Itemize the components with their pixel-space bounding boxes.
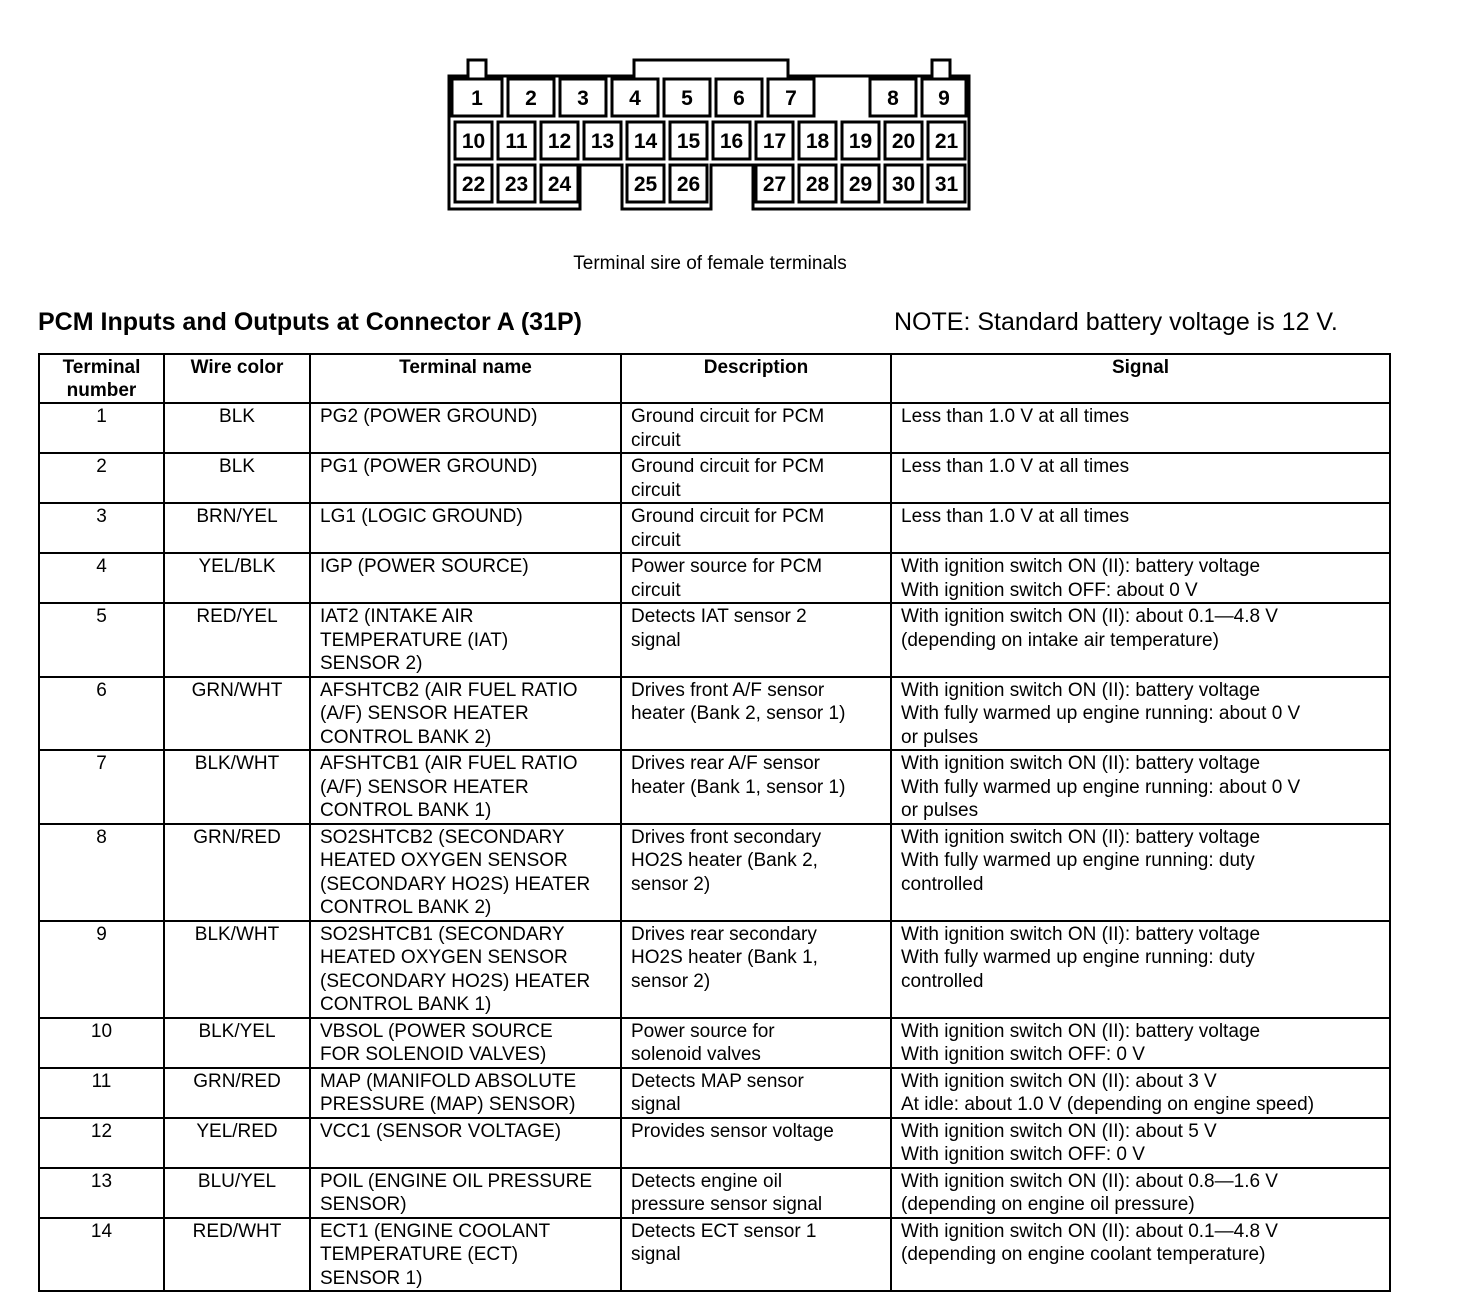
- description-cell: Ground circuit for PCM circuit: [621, 453, 891, 503]
- wire-color-cell: BLK/YEL: [164, 1018, 310, 1068]
- pin-number: 3: [577, 87, 589, 110]
- terminal-number-cell: 1: [39, 403, 164, 453]
- terminal-name-cell: AFSHTCB2 (AIR FUEL RATIO (A/F) SENSOR HEATER CONTROL BANK 2): [310, 677, 621, 751]
- pin-number: 13: [590, 130, 615, 153]
- pin-number: 9: [938, 87, 950, 110]
- terminal-name-cell: PG1 (POWER GROUND): [310, 453, 621, 503]
- terminal-name-cell: SO2SHTCB2 (SECONDARY HEATED OXYGEN SENSOR (SECONDARY HO2S) HEATER CONTROL BANK 2): [310, 824, 621, 921]
- signal-cell: With ignition switch ON (II): battery voltage With ignition switch OFF: about 0 V: [891, 553, 1390, 603]
- pin-number: 27: [762, 173, 787, 196]
- wire-color-cell: RED/YEL: [164, 603, 310, 677]
- pin-number: 21: [934, 130, 959, 153]
- signal-cell: With ignition switch ON (II): battery voltage With fully warmed up engine running: about 0 V or pulses: [891, 750, 1390, 824]
- table-row: [39, 1218, 1390, 1292]
- terminal-name-cell: POIL (ENGINE OIL PRESSURE SENSOR): [310, 1168, 621, 1218]
- terminal-name-cell: MAP (MANIFOLD ABSOLUTE PRESSURE (MAP) SENSOR): [310, 1068, 621, 1118]
- wire-color-cell: GRN/RED: [164, 1068, 310, 1118]
- terminal-number-cell: 12: [39, 1118, 164, 1168]
- pin-number: 26: [676, 173, 701, 196]
- table-row: [39, 603, 1390, 677]
- description-cell: Drives front secondary HO2S heater (Bank 2, sensor 2): [621, 824, 891, 921]
- wire-color-cell: GRN/WHT: [164, 677, 310, 751]
- terminal-name-cell: IAT2 (INTAKE AIR TEMPERATURE (IAT) SENSOR 2): [310, 603, 621, 677]
- wire-color-cell: BLK: [164, 453, 310, 503]
- pin-number: 16: [719, 130, 744, 153]
- pin-number: 10: [461, 130, 486, 153]
- pin-number: 19: [848, 130, 873, 153]
- terminal-name-cell: VCC1 (SENSOR VOLTAGE): [310, 1118, 621, 1168]
- terminal-number-cell: 10: [39, 1018, 164, 1068]
- description-cell: Provides sensor voltage: [621, 1118, 891, 1168]
- pin-number: 15: [676, 130, 701, 153]
- description-cell: Detects engine oil pressure sensor signal: [621, 1168, 891, 1218]
- wire-color-cell: RED/WHT: [164, 1218, 310, 1292]
- wire-color-cell: BLK: [164, 403, 310, 453]
- description-cell: Drives front A/F sensor heater (Bank 2, sensor 1): [621, 677, 891, 751]
- pin-number: 1: [471, 87, 483, 110]
- header-signal: Signal: [891, 354, 1390, 403]
- pin-number: 11: [505, 130, 528, 153]
- description-cell: Power source for solenoid valves: [621, 1018, 891, 1068]
- wire-color-cell: BLK/WHT: [164, 921, 310, 1018]
- terminal-name-cell: AFSHTCB1 (AIR FUEL RATIO (A/F) SENSOR HEATER CONTROL BANK 1): [310, 750, 621, 824]
- pin-number: 29: [848, 173, 873, 196]
- signal-cell: With ignition switch ON (II): about 0.1—4.8 V (depending on engine coolant temperature): [891, 1218, 1390, 1292]
- wire-color-cell: BLU/YEL: [164, 1168, 310, 1218]
- page-title: PCM Inputs and Outputs at Connector A (31P): [38, 308, 582, 336]
- terminal-name-cell: LG1 (LOGIC GROUND): [310, 503, 621, 553]
- pin-number: 31: [934, 173, 959, 196]
- signal-cell: With ignition switch ON (II): about 0.8—1.6 V (depending on engine oil pressure): [891, 1168, 1390, 1218]
- pin-number: 25: [633, 173, 658, 196]
- terminal-name-cell: ECT1 (ENGINE COOLANT TEMPERATURE (ECT) SENSOR 1): [310, 1218, 621, 1292]
- description-cell: Drives rear A/F sensor heater (Bank 1, sensor 1): [621, 750, 891, 824]
- pin-number: 30: [891, 173, 916, 196]
- description-cell: Drives rear secondary HO2S heater (Bank 1, sensor 2): [621, 921, 891, 1018]
- header-terminal-number: Terminal number: [39, 354, 164, 403]
- header-terminal-name: Terminal name: [310, 354, 621, 403]
- terminal-number-cell: 3: [39, 503, 164, 553]
- description-cell: Ground circuit for PCM circuit: [621, 403, 891, 453]
- pin-number: 17: [762, 130, 787, 153]
- pin-number: 2: [525, 87, 537, 110]
- table-row: [39, 1168, 1390, 1218]
- pin-number: 22: [461, 173, 486, 196]
- description-cell: Ground circuit for PCM circuit: [621, 503, 891, 553]
- pin-number: 24: [547, 173, 572, 196]
- terminal-number-cell: 6: [39, 677, 164, 751]
- pin-number: 5: [681, 87, 693, 110]
- pin-number: 14: [633, 130, 658, 153]
- terminal-name-cell: SO2SHTCB1 (SECONDARY HEATED OXYGEN SENSOR (SECONDARY HO2S) HEATER CONTROL BANK 1): [310, 921, 621, 1018]
- wire-color-cell: YEL/RED: [164, 1118, 310, 1168]
- description-cell: Detects ECT sensor 1 signal: [621, 1218, 891, 1292]
- table-row: [39, 750, 1390, 824]
- signal-cell: With ignition switch ON (II): battery voltage With ignition switch OFF: 0 V: [891, 1018, 1390, 1068]
- diagram-caption: Terminal sire of female terminals: [573, 253, 847, 274]
- pin-number: 12: [547, 130, 572, 153]
- table-row: [39, 921, 1390, 1018]
- wire-color-cell: GRN/RED: [164, 824, 310, 921]
- terminal-number-cell: 9: [39, 921, 164, 1018]
- table-row: [39, 824, 1390, 921]
- terminal-number-cell: 14: [39, 1218, 164, 1292]
- terminal-number-cell: 5: [39, 603, 164, 677]
- terminal-number-cell: 7: [39, 750, 164, 824]
- signal-cell: With ignition switch ON (II): about 3 V At idle: about 1.0 V (depending on engine speed): [891, 1068, 1390, 1118]
- pin-number: 20: [891, 130, 916, 153]
- description-cell: Detects IAT sensor 2 signal: [621, 603, 891, 677]
- table-row: [39, 403, 1390, 453]
- terminal-name-cell: VBSOL (POWER SOURCE FOR SOLENOID VALVES): [310, 1018, 621, 1068]
- table-row: [39, 1068, 1390, 1118]
- wire-color-cell: YEL/BLK: [164, 553, 310, 603]
- pin-number: 28: [805, 173, 830, 196]
- signal-cell: With ignition switch ON (II): battery voltage With fully warmed up engine running: duty controlled: [891, 824, 1390, 921]
- signal-cell: With ignition switch ON (II): about 0.1—4.8 V (depending on intake air temperature): [891, 603, 1390, 677]
- terminal-name-cell: IGP (POWER SOURCE): [310, 553, 621, 603]
- signal-cell: Less than 1.0 V at all times: [891, 503, 1390, 553]
- description-cell: Detects MAP sensor signal: [621, 1068, 891, 1118]
- connector-diagram: [0, 0, 1472, 230]
- terminal-number-cell: 11: [39, 1068, 164, 1118]
- terminal-number-cell: 2: [39, 453, 164, 503]
- note-text: NOTE: Standard battery voltage is 12 V.: [894, 308, 1338, 336]
- table-row: [39, 677, 1390, 751]
- table-row: [39, 553, 1390, 603]
- signal-cell: Less than 1.0 V at all times: [891, 403, 1390, 453]
- table-row: [39, 503, 1390, 553]
- signal-cell: With ignition switch ON (II): about 5 V With ignition switch OFF: 0 V: [891, 1118, 1390, 1168]
- signal-cell: Less than 1.0 V at all times: [891, 453, 1390, 503]
- pin-number: 7: [785, 87, 797, 110]
- signal-cell: With ignition switch ON (II): battery voltage With fully warmed up engine running: duty controlled: [891, 921, 1390, 1018]
- pin-number: 8: [887, 87, 899, 110]
- table-row: [39, 1018, 1390, 1068]
- wire-color-cell: BRN/YEL: [164, 503, 310, 553]
- wire-color-cell: BLK/WHT: [164, 750, 310, 824]
- table-header-row: [39, 354, 1390, 403]
- header-wire-color: Wire color: [164, 354, 310, 403]
- description-cell: Power source for PCM circuit: [621, 553, 891, 603]
- header-description: Description: [621, 354, 891, 403]
- terminal-number-cell: 4: [39, 553, 164, 603]
- terminal-number-cell: 8: [39, 824, 164, 921]
- pinout-table: [38, 353, 1391, 1292]
- pin-number: 23: [504, 173, 529, 196]
- signal-cell: With ignition switch ON (II): battery voltage With fully warmed up engine running: about 0 V or pulses: [891, 677, 1390, 751]
- terminal-number-cell: 13: [39, 1168, 164, 1218]
- pin-number: 4: [629, 87, 641, 110]
- terminal-name-cell: PG2 (POWER GROUND): [310, 403, 621, 453]
- table-row: [39, 1118, 1390, 1168]
- table-row: [39, 453, 1390, 503]
- pin-number: 6: [733, 87, 745, 110]
- pin-cells: [452, 79, 966, 202]
- pin-number: 18: [805, 130, 830, 153]
